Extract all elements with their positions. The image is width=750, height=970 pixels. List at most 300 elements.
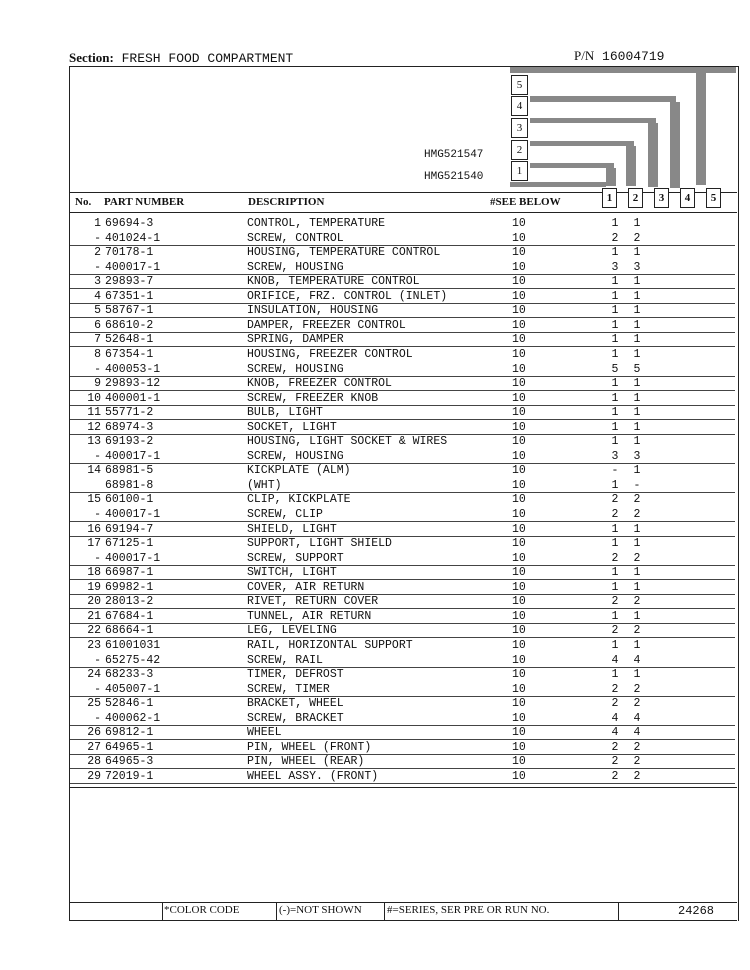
qty-2: 2: [633, 741, 641, 754]
description: SHIELD, LIGHT: [247, 523, 337, 536]
description: SPRING, DAMPER: [247, 333, 344, 346]
col-part-number: PART NUMBER: [104, 196, 185, 208]
part-number: 68610-2: [105, 319, 154, 332]
part-number: 65275-42: [105, 654, 161, 667]
table-row: [69, 464, 737, 478]
series: 10: [512, 624, 526, 637]
part-number: 55771-2: [105, 406, 154, 419]
series: 10: [512, 523, 526, 536]
description: WHEEL: [247, 726, 282, 739]
row-divider: [70, 288, 735, 289]
qty-2: 2: [633, 493, 641, 506]
part-number: 68981-8: [105, 479, 154, 492]
qty-1: 2: [611, 683, 619, 696]
model-box-5: 5: [511, 75, 528, 95]
description: KNOB, TEMPERATURE CONTROL: [247, 275, 420, 288]
series: 10: [512, 363, 526, 376]
row-divider: [70, 317, 735, 318]
description: RAIL, HORIZONTAL SUPPORT: [247, 639, 413, 652]
item-number: 6: [94, 319, 101, 332]
item-number: 28: [87, 755, 101, 768]
series: 10: [512, 232, 526, 245]
description: HOUSING, FREEZER CONTROL: [247, 348, 413, 361]
qty-1: 4: [611, 726, 619, 739]
qty-2: 4: [633, 712, 641, 725]
part-number: 58767-1: [105, 304, 154, 317]
table-row: [69, 639, 737, 653]
qty-2: 1: [633, 537, 641, 550]
table-row: [69, 683, 737, 697]
description: SCREW, CONTROL: [247, 232, 344, 245]
item-number: 29: [87, 770, 101, 783]
item-number: -: [94, 450, 101, 463]
qty-2: 5: [633, 363, 641, 376]
qty-1: 1: [611, 668, 619, 681]
table-row: [69, 479, 737, 493]
item-number: 17: [87, 537, 101, 550]
description: SCREW, TIMER: [247, 683, 330, 696]
series: 10: [512, 479, 526, 492]
shade-bar: [670, 102, 680, 188]
series: 10: [512, 261, 526, 274]
table-row: [69, 377, 737, 391]
series: 10: [512, 537, 526, 550]
divider: [69, 902, 737, 903]
shade-bar: [530, 118, 656, 123]
part-number: 67125-1: [105, 537, 154, 550]
series: 10: [512, 712, 526, 725]
qty-2: 4: [633, 654, 641, 667]
col-no: No.: [75, 196, 92, 208]
series: 10: [512, 217, 526, 230]
model-number: HMG521540: [424, 171, 484, 183]
part-number: 52846-1: [105, 697, 154, 710]
qty-2: 2: [633, 508, 641, 521]
qty-1: 1: [611, 290, 619, 303]
section-header: [69, 50, 293, 66]
table-row: [69, 712, 737, 726]
qty-1: 1: [611, 566, 619, 579]
series: 10: [512, 639, 526, 652]
item-number: -: [94, 654, 101, 667]
col-qty-4: 4: [680, 188, 695, 208]
item-number: -: [94, 552, 101, 565]
shade-bar: [530, 141, 634, 146]
qty-1: 1: [611, 392, 619, 405]
qty-2: 2: [633, 595, 641, 608]
part-number: 400062-1: [105, 712, 161, 725]
part-number: 67351-1: [105, 290, 154, 303]
table-row: [69, 363, 737, 377]
qty-2: 1: [633, 435, 641, 448]
qty-2: 1: [633, 304, 641, 317]
qty-2: 1: [633, 348, 641, 361]
description: SCREW, SUPPORT: [247, 552, 344, 565]
table-row: [69, 581, 737, 595]
qty-1: 3: [611, 450, 619, 463]
qty-2: 1: [633, 377, 641, 390]
row-divider: [70, 390, 735, 391]
table-row: [69, 654, 737, 668]
series: 10: [512, 508, 526, 521]
footer: [0, 904, 750, 920]
qty-2: 1: [633, 566, 641, 579]
qty-2: 2: [633, 232, 641, 245]
part-number: 28013-2: [105, 595, 154, 608]
series: 10: [512, 392, 526, 405]
description: SCREW, HOUSING: [247, 261, 344, 274]
qty-2: 1: [633, 290, 641, 303]
part-number: 72019-1: [105, 770, 154, 783]
table-row: [69, 333, 737, 347]
not-shown-note: (-)=NOT SHOWN: [279, 904, 362, 916]
table-row: [69, 304, 737, 318]
document-number: 24268: [678, 904, 715, 918]
description: TIMER, DEFROST: [247, 668, 344, 681]
part-number: 400017-1: [105, 508, 161, 521]
part-number: 68981-5: [105, 464, 154, 477]
item-number: 9: [94, 377, 101, 390]
part-number: 405007-1: [105, 683, 161, 696]
table-row: [69, 232, 737, 246]
qty-1: 1: [611, 406, 619, 419]
description: DAMPER, FREEZER CONTROL: [247, 319, 406, 332]
item-number: -: [94, 232, 101, 245]
series: 10: [512, 275, 526, 288]
series: 10: [512, 741, 526, 754]
item-number: 25: [87, 697, 101, 710]
divider: [69, 787, 737, 788]
qty-2: 2: [633, 552, 641, 565]
qty-1: 1: [611, 581, 619, 594]
shade-bar: [606, 168, 616, 186]
row-divider: [70, 637, 735, 638]
description: SUPPORT, LIGHT SHIELD: [247, 537, 392, 550]
description: PIN, WHEEL (FRONT): [247, 741, 372, 754]
item-number: -: [94, 261, 101, 274]
qty-2: 2: [633, 770, 641, 783]
col-see-below: #SEE BELOW: [490, 196, 561, 208]
part-number: 52648-1: [105, 333, 154, 346]
model-box-1: 1: [511, 161, 528, 181]
part-number: 400017-1: [105, 552, 161, 565]
qty-1: 2: [611, 697, 619, 710]
description: CLIP, KICKPLATE: [247, 493, 351, 506]
col-qty-2: 2: [628, 188, 643, 208]
part-number: 68974-3: [105, 421, 154, 434]
item-number: 15: [87, 493, 101, 506]
row-divider: [70, 579, 735, 580]
table-row: [69, 246, 737, 260]
description: COVER, AIR RETURN: [247, 581, 365, 594]
item-number: 3: [94, 275, 101, 288]
qty-1: 2: [611, 741, 619, 754]
model-number: HMG521547: [424, 149, 484, 161]
col-qty-5: 5: [706, 188, 721, 208]
table-row: [69, 537, 737, 551]
series: 10: [512, 726, 526, 739]
description: SWITCH, LIGHT: [247, 566, 337, 579]
part-number: 60100-1: [105, 493, 154, 506]
qty-1: 1: [611, 246, 619, 259]
description: SCREW, FREEZER KNOB: [247, 392, 379, 405]
description: RIVET, RETURN COVER: [247, 595, 379, 608]
qty-1: 4: [611, 654, 619, 667]
item-number: -: [94, 683, 101, 696]
divider: [618, 902, 619, 920]
item-number: 23: [87, 639, 101, 652]
qty-2: 3: [633, 450, 641, 463]
part-number: 70178-1: [105, 246, 154, 259]
qty-1: 1: [611, 421, 619, 434]
shade-bar: [530, 163, 614, 168]
qty-2: 1: [633, 333, 641, 346]
description: SCREW, RAIL: [247, 654, 323, 667]
qty-2: 1: [633, 392, 641, 405]
series: 10: [512, 333, 526, 346]
part-number: 29893-7: [105, 275, 154, 288]
qty-1: 1: [611, 333, 619, 346]
row-divider: [70, 768, 735, 769]
item-number: 7: [94, 333, 101, 346]
table-row: [69, 508, 737, 522]
part-number: 401024-1: [105, 232, 161, 245]
series: 10: [512, 348, 526, 361]
table-row: [69, 610, 737, 624]
item-number: 18: [87, 566, 101, 579]
qty-1: 2: [611, 493, 619, 506]
item-number: 13: [87, 435, 101, 448]
item-number: 12: [87, 421, 101, 434]
table-row: [69, 741, 737, 755]
qty-1: 1: [611, 479, 619, 492]
pn-value: 16004719: [602, 49, 665, 64]
table-row: [69, 421, 737, 435]
part-number: 64965-3: [105, 755, 154, 768]
table-row: [69, 450, 737, 464]
description: INSULATION, HOUSING: [247, 304, 379, 317]
part-number: 68664-1: [105, 624, 154, 637]
row-divider: [70, 419, 735, 420]
model-box-2: 2: [511, 140, 528, 160]
description: SCREW, CLIP: [247, 508, 323, 521]
row-divider: [70, 608, 735, 609]
color-code-note: *COLOR CODE: [164, 904, 240, 916]
table-row: [69, 261, 737, 275]
part-number: 400017-1: [105, 261, 161, 274]
item-number: 24: [87, 668, 101, 681]
series: 10: [512, 450, 526, 463]
divider: [162, 902, 163, 920]
description: WHEEL ASSY. (FRONT): [247, 770, 379, 783]
table-row: [69, 435, 737, 449]
part-number: 64965-1: [105, 741, 154, 754]
table-row: [69, 392, 737, 406]
series: 10: [512, 697, 526, 710]
table-row: [69, 523, 737, 537]
item-number: 20: [87, 595, 101, 608]
item-number: 1: [94, 217, 101, 230]
series: 10: [512, 683, 526, 696]
table-row: [69, 406, 737, 420]
qty-2: 1: [633, 639, 641, 652]
shade-bar: [510, 182, 606, 187]
part-number: 400001-1: [105, 392, 161, 405]
section-value: FRESH FOOD COMPARTMENT: [121, 51, 294, 66]
qty-1: 1: [611, 537, 619, 550]
section-label: Section:: [69, 50, 114, 65]
series: 10: [512, 610, 526, 623]
qty-1: 3: [611, 261, 619, 274]
qty-1: 1: [611, 377, 619, 390]
description: ORIFICE, FRZ. CONTROL (INLET): [247, 290, 448, 303]
qty-1: -: [611, 464, 619, 477]
series: 10: [512, 755, 526, 768]
table-row: [69, 348, 737, 362]
description: BULB, LIGHT: [247, 406, 323, 419]
part-number: 69193-2: [105, 435, 154, 448]
qty-2: 1: [633, 668, 641, 681]
col-qty-1: 1: [602, 188, 617, 208]
series: 10: [512, 290, 526, 303]
divider: [69, 212, 737, 213]
model-box-3: 3: [511, 118, 528, 138]
table-row: [69, 319, 737, 333]
table-row: [69, 624, 737, 638]
qty-1: 2: [611, 624, 619, 637]
model-box-4: 4: [511, 96, 528, 116]
shade-bar: [530, 96, 676, 102]
row-divider: [70, 739, 735, 740]
qty-1: 1: [611, 523, 619, 536]
series: 10: [512, 304, 526, 317]
qty-2: 2: [633, 697, 641, 710]
qty-1: 5: [611, 363, 619, 376]
item-number: 19: [87, 581, 101, 594]
qty-2: 1: [633, 246, 641, 259]
row-divider: [70, 521, 735, 522]
row-divider: [70, 346, 735, 347]
description: SOCKET, LIGHT: [247, 421, 337, 434]
series: 10: [512, 246, 526, 259]
part-number: 29893-12: [105, 377, 161, 390]
qty-2: 2: [633, 755, 641, 768]
item-number: 21: [87, 610, 101, 623]
part-number: 68233-3: [105, 668, 154, 681]
qty-2: 1: [633, 406, 641, 419]
divider: [276, 902, 277, 920]
qty-1: 2: [611, 552, 619, 565]
series: 10: [512, 435, 526, 448]
part-number: 400053-1: [105, 363, 161, 376]
part-number: 66987-1: [105, 566, 154, 579]
item-number: 14: [87, 464, 101, 477]
pn-label: P/N: [574, 48, 595, 63]
qty-1: 1: [611, 275, 619, 288]
qty-2: 2: [633, 683, 641, 696]
qty-2: 3: [633, 261, 641, 274]
qty-2: 1: [633, 319, 641, 332]
item-number: 26: [87, 726, 101, 739]
description: BRACKET, WHEEL: [247, 697, 344, 710]
series-note: #=SERIES, SER PRE OR RUN NO.: [387, 904, 550, 916]
table-row: [69, 697, 737, 711]
series: 10: [512, 319, 526, 332]
series: 10: [512, 493, 526, 506]
table-row: [69, 755, 737, 769]
item-number: 4: [94, 290, 101, 303]
item-number: -: [94, 508, 101, 521]
item-number: -: [94, 712, 101, 725]
qty-1: 1: [611, 435, 619, 448]
part-number: 67354-1: [105, 348, 154, 361]
series: 10: [512, 566, 526, 579]
description: SCREW, HOUSING: [247, 363, 344, 376]
qty-2: 1: [633, 464, 641, 477]
item-number: 22: [87, 624, 101, 637]
description: KNOB, FREEZER CONTROL: [247, 377, 392, 390]
qty-2: 1: [633, 523, 641, 536]
description: LEG, LEVELING: [247, 624, 337, 637]
part-number: 69982-1: [105, 581, 154, 594]
part-number: 61001031: [105, 639, 161, 652]
series: 10: [512, 668, 526, 681]
series: 10: [512, 581, 526, 594]
table-row: [69, 217, 737, 231]
qty-1: 1: [611, 319, 619, 332]
qty-2: 1: [633, 275, 641, 288]
qty-2: 1: [633, 581, 641, 594]
table-row: [69, 275, 737, 289]
series: 10: [512, 770, 526, 783]
item-number: -: [94, 363, 101, 376]
row-divider: [70, 783, 735, 784]
series: 10: [512, 595, 526, 608]
table-row: [69, 668, 737, 682]
series: 10: [512, 552, 526, 565]
item-number: 10: [87, 392, 101, 405]
table-row: [69, 770, 737, 784]
part-number-header: [574, 48, 664, 64]
part-number: 400017-1: [105, 450, 161, 463]
description: SCREW, HOUSING: [247, 450, 344, 463]
series: 10: [512, 654, 526, 667]
description: (WHT): [247, 479, 282, 492]
series: 10: [512, 421, 526, 434]
item-number: 8: [94, 348, 101, 361]
series: 10: [512, 464, 526, 477]
shade-bar: [626, 146, 636, 186]
series: 10: [512, 377, 526, 390]
description: SCREW, BRACKET: [247, 712, 344, 725]
item-number: 5: [94, 304, 101, 317]
qty-1: 2: [611, 770, 619, 783]
qty-2: -: [633, 479, 641, 492]
qty-1: 4: [611, 712, 619, 725]
qty-1: 2: [611, 755, 619, 768]
shade-bar: [696, 73, 706, 185]
table-row: [69, 566, 737, 580]
table-row: [69, 493, 737, 507]
qty-1: 2: [611, 508, 619, 521]
description: CONTROL, TEMPERATURE: [247, 217, 386, 230]
col-qty-3: 3: [654, 188, 669, 208]
divider: [384, 902, 385, 920]
table-row: [69, 552, 737, 566]
series: 10: [512, 406, 526, 419]
qty-1: 1: [611, 348, 619, 361]
qty-1: 1: [611, 304, 619, 317]
